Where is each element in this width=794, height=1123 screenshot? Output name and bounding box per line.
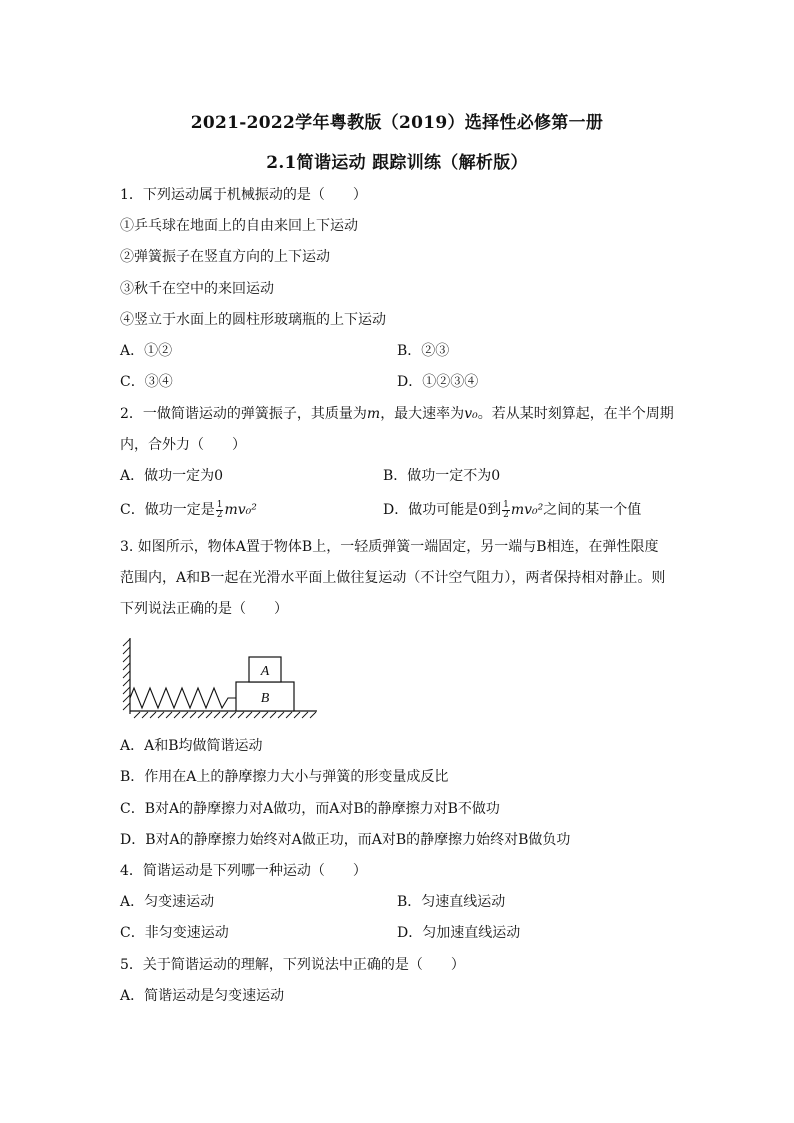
question-2-stem-text-a: 2．一做简谐运动的弹簧振子，其质量为 bbox=[120, 406, 367, 422]
fraction-one-half bbox=[216, 501, 224, 520]
wall-hatching bbox=[123, 639, 130, 710]
question-2-option-c bbox=[120, 500, 257, 520]
question-3-option-c: C．B对A的静摩擦力对A做功，而A对B的静摩擦力对B不做功 bbox=[120, 801, 500, 817]
fraction-denominator: 2 bbox=[216, 509, 223, 520]
question-3-stem-line2: 范围内，A和B一起在光滑水平面上做往复运动（不计空气阻力），两者保持相对静止。则 bbox=[120, 570, 666, 586]
question-2-option-d-text: D．做功可能是0到 bbox=[383, 502, 502, 518]
floor-hatching bbox=[134, 712, 316, 718]
question-2-option-c-text: C．做功一定是 bbox=[120, 502, 215, 518]
question-1-option-c: C．③④ bbox=[120, 374, 173, 390]
question-1-item-2: ②弹簧振子在竖直方向的上下运动 bbox=[120, 249, 330, 265]
question-2-stem-line1 bbox=[120, 404, 674, 424]
question-4-stem: 4．简谐运动是下列哪一种运动（ ） bbox=[120, 863, 367, 879]
question-5-option-a: A．简谐运动是匀变速运动 bbox=[120, 988, 285, 1004]
question-1-item-4: ④竖立于水面上的圆柱形玻璃瓶的上下运动 bbox=[120, 312, 386, 328]
fraction-numerator: 1 bbox=[503, 499, 509, 510]
mass-symbol: m bbox=[366, 406, 381, 422]
question-3-stem-line1: 3. 如图所示，物体A置于物体B上，一轻质弹簧一端固定，另一端与B相连，在弹性限度 bbox=[120, 539, 659, 555]
question-5-stem: 5．关于简谐运动的理解，下列说法中正确的是（ ） bbox=[120, 957, 465, 973]
document-title-line2: 2.1简谐运动 跟踪训练（解析版） bbox=[266, 153, 528, 173]
kinetic-energy-expr: mv₀² bbox=[224, 502, 257, 518]
fraction-one-half bbox=[502, 501, 510, 520]
spring-coil bbox=[130, 688, 236, 708]
question-3-option-a: A．A和B均做简谐运动 bbox=[120, 738, 263, 754]
question-1-item-3: ③秋千在空中的来回运动 bbox=[120, 281, 274, 297]
question-3-option-d: D．B对A的静摩擦力始终对A做正功，而A对B的静摩擦力始终对B做负功 bbox=[120, 832, 571, 848]
block-a-label: A bbox=[260, 664, 270, 679]
question-3-option-b: B．作用在A上的静摩擦力大小与弹簧的形变量成反比 bbox=[120, 769, 449, 785]
question-1-item-1: ①乒乓球在地面上的自由来回上下运动 bbox=[120, 218, 358, 234]
question-2-option-a: A．做功一定为0 bbox=[120, 468, 224, 484]
question-4-option-d: D．匀加速直线运动 bbox=[397, 925, 521, 941]
question-1-option-b: B．②③ bbox=[397, 343, 450, 359]
velocity-symbol: v₀ bbox=[464, 406, 478, 422]
question-2-stem-text-c: 。若从某时刻算起，在半个周期 bbox=[477, 406, 674, 422]
question-2-stem-text-b: ，最大速率为 bbox=[380, 406, 465, 422]
question-4-option-a: A．匀变速运动 bbox=[120, 894, 215, 910]
block-b-label: B bbox=[260, 691, 270, 706]
question-2-stem-line2: 内，合外力（ ） bbox=[120, 437, 246, 453]
question-4-option-c: C．非匀变速运动 bbox=[120, 925, 229, 941]
question-2-option-b: B．做功一定不为0 bbox=[383, 468, 501, 484]
question-2-option-d-suffix: 之间的某一个值 bbox=[543, 502, 642, 518]
question-3-stem-line3: 下列说法正确的是（ ） bbox=[120, 601, 288, 617]
fraction-denominator: 2 bbox=[503, 509, 509, 520]
document-title-line1: 2021-2022学年粤教版（2019）选择性必修第一册 bbox=[190, 113, 604, 133]
fraction-numerator: 1 bbox=[216, 499, 223, 510]
question-1-option-d: D．①②③④ bbox=[397, 374, 479, 390]
kinetic-energy-expr: mv₀² bbox=[510, 502, 544, 518]
question-1-option-a: A．①② bbox=[120, 343, 173, 359]
spring-block-diagram bbox=[122, 636, 322, 720]
question-2-option-d bbox=[383, 500, 641, 520]
question-4-option-b: B．匀速直线运动 bbox=[397, 894, 506, 910]
question-1-stem: 1．下列运动属于机械振动的是（ ） bbox=[120, 187, 367, 203]
